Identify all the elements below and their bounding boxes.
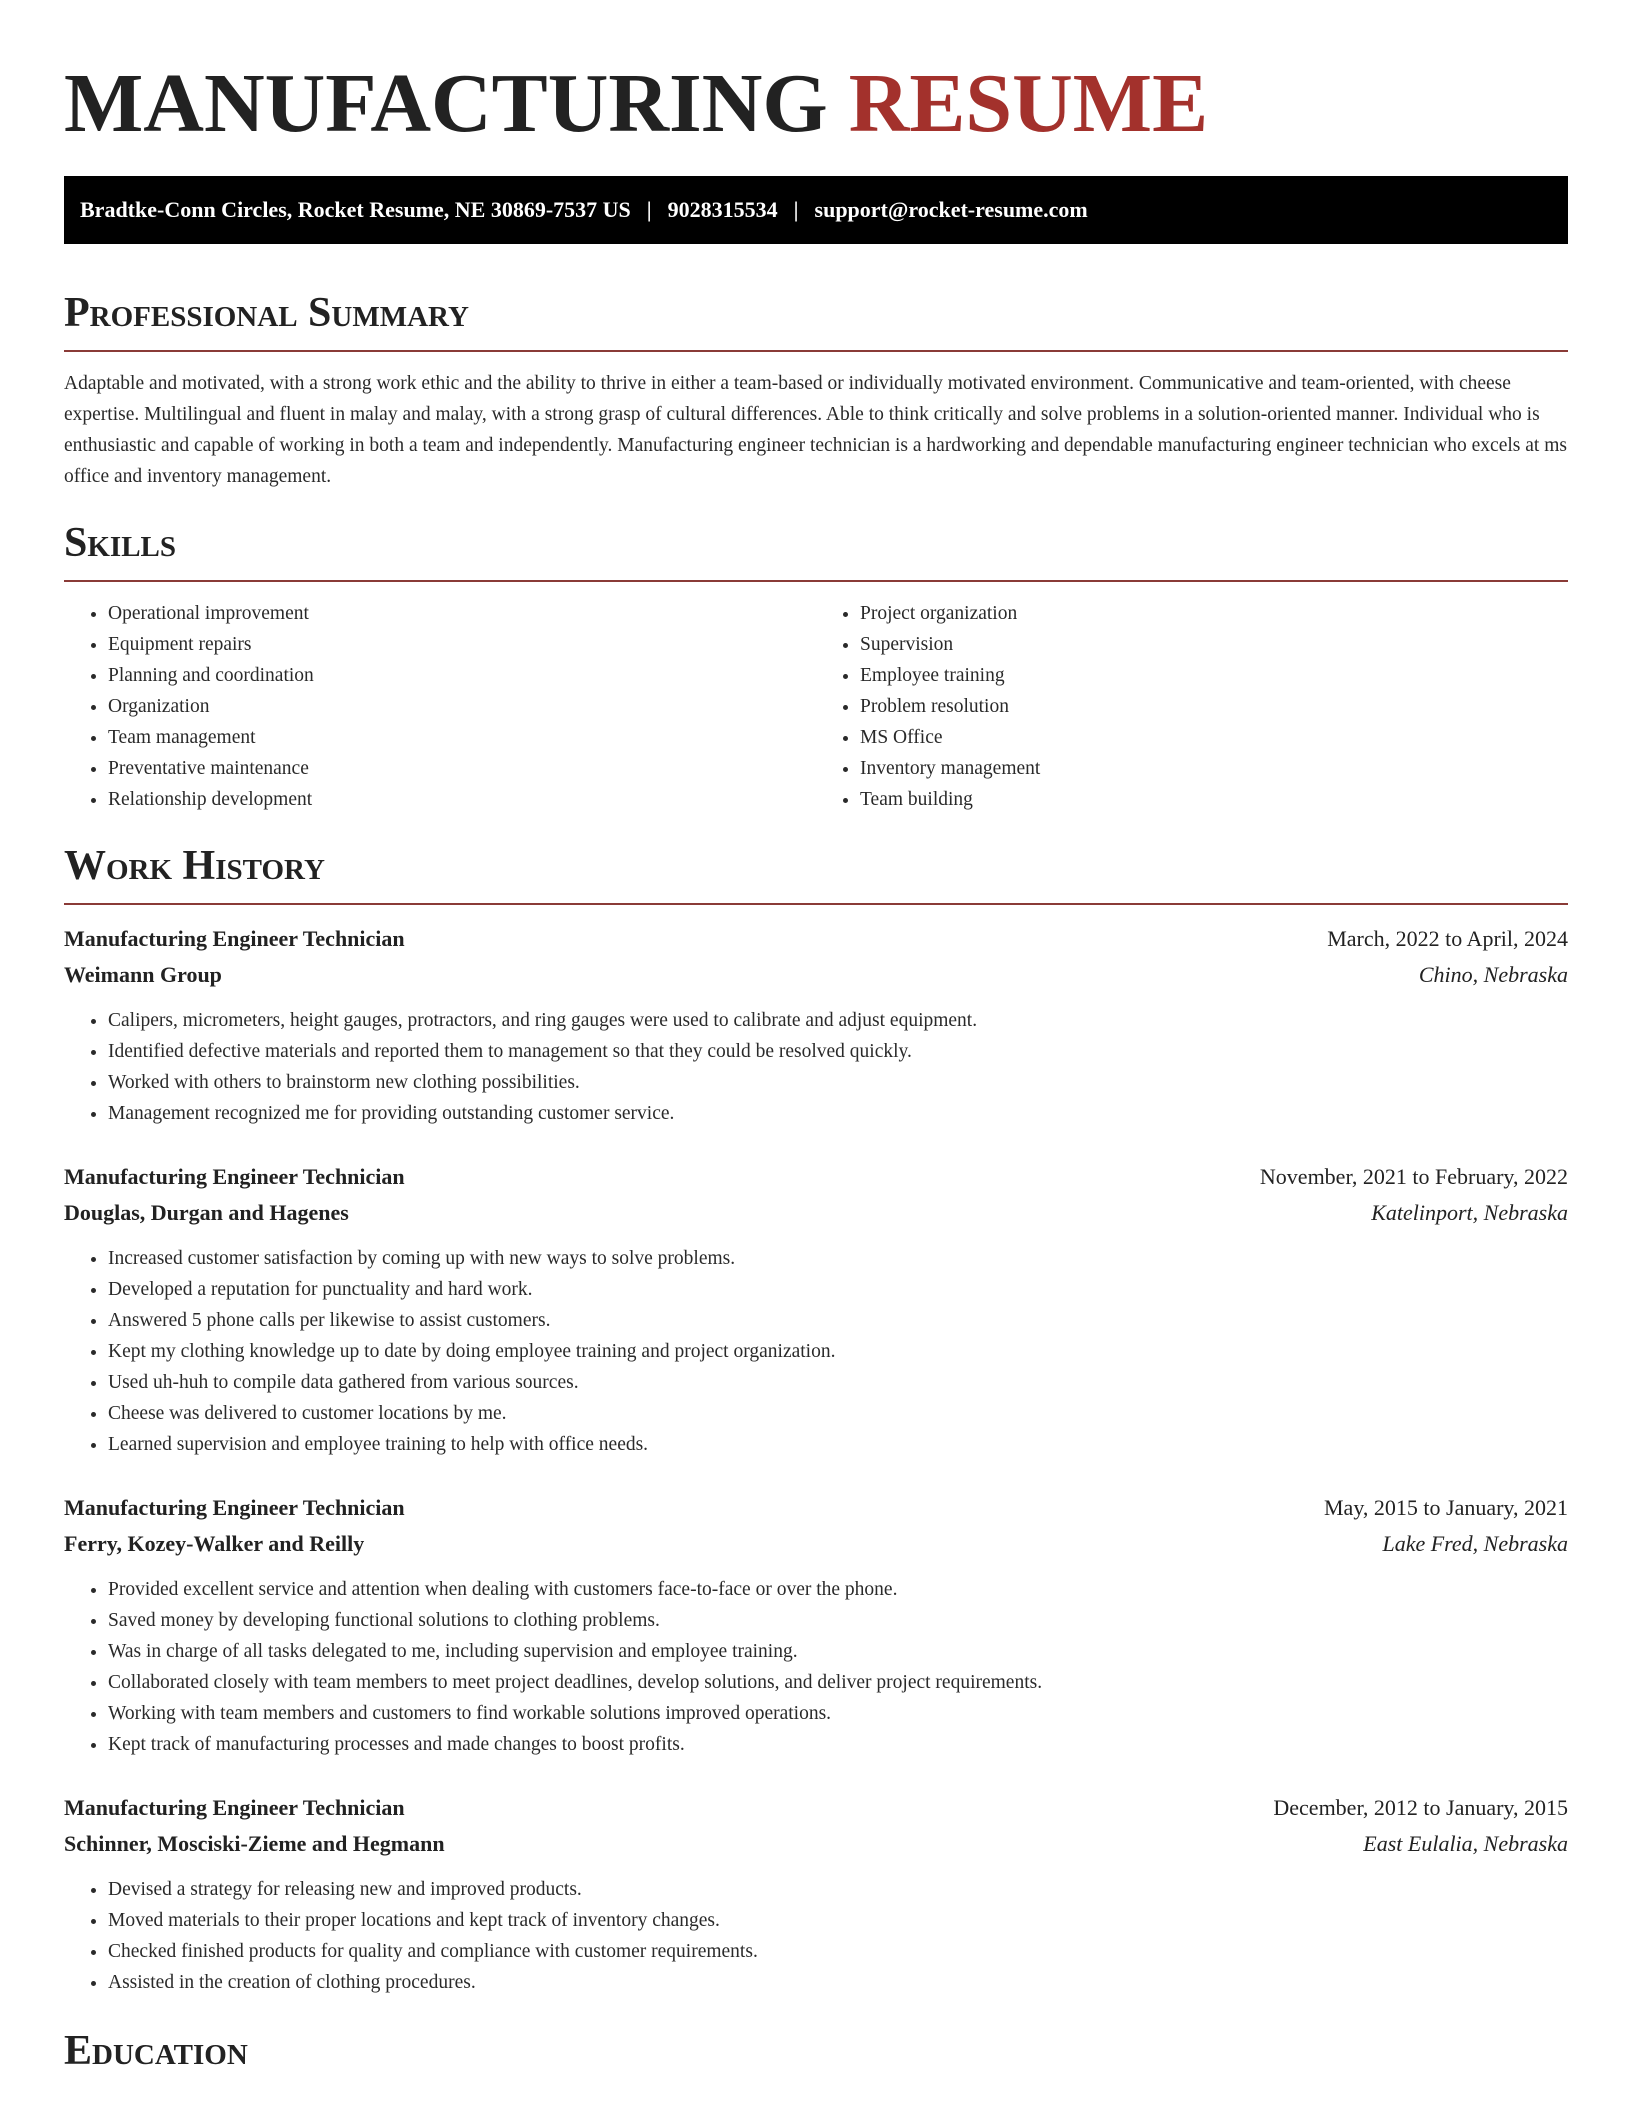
skill-item: • Preventative maintenance — [108, 753, 816, 784]
job-header-row — [64, 1790, 1568, 1826]
job-bullet: • Learned supervision and employee training to help with office needs. — [108, 1429, 1568, 1460]
job-bullet: • Kept track of manufacturing processes and made changes to boost profits. — [108, 1729, 1568, 1760]
job-bullet: • Assisted in the creation of clothing procedures. — [108, 1967, 1568, 1998]
job-entry — [64, 921, 1568, 1129]
skills-columns — [64, 598, 1568, 815]
job-bullet: • Saved money by developing functional solutions to clothing problems. — [108, 1605, 1568, 1636]
skill-item: • Equipment repairs — [108, 629, 816, 660]
skill-item: • MS Office — [860, 722, 1568, 753]
job-bullets — [64, 1005, 1568, 1129]
skills-list-right — [816, 598, 1568, 815]
job-bullet: • Checked finished products for quality and compliance with customer requirements. — [108, 1936, 1568, 1967]
contact-separator: | — [793, 197, 799, 222]
job-bullet: • Calipers, micrometers, height gauges, protractors, and ring gauges were used to calibrate and adjust equipment. — [108, 1005, 1568, 1036]
skill-item: • Relationship development — [108, 784, 816, 815]
section-divider — [64, 580, 1568, 582]
job-bullet: • Provided excellent service and attention when dealing with customers face-to-face or over the phone. — [108, 1574, 1568, 1605]
contact-separator: | — [646, 197, 652, 222]
job-title: Manufacturing Engineer Technician — [64, 1795, 405, 1820]
job-company: Douglas, Durgan and Hagenes — [64, 1200, 349, 1225]
skill-item: • Inventory management — [860, 753, 1568, 784]
contact-phone: 9028315534 — [667, 197, 778, 222]
job-entry — [64, 1490, 1568, 1760]
job-bullet: • Increased customer satisfaction by coming up with new ways to solve problems. — [108, 1243, 1568, 1274]
job-dates: May, 2015 to January, 2021 — [1324, 1495, 1568, 1520]
skill-item: • Planning and coordination — [108, 660, 816, 691]
summary-text: Adaptable and motivated, with a strong work ethic and the ability to thrive in either a team-based or individually motivated environment. Communicative and team-oriented, with cheese expertise. Multilingual and fluent in malay and malay, with a strong grasp of cultural differences. Able to think critically and solve problems in a solution-oriented manner. Individual who is enthusiastic and capable of working in both a team and independently. Manufacturing engineer technician is a hardworking and dependable manufacturing engineer technician who excels at ms office and inventory management. — [64, 373, 1567, 487]
job-company: Schinner, Mosciski-Zieme and Hegmann — [64, 1831, 445, 1856]
contact-email: support@rocket-resume.com — [814, 197, 1088, 222]
job-bullet: • Cheese was delivered to customer locations by me. — [108, 1398, 1568, 1429]
title-main: MANUFACTURING — [64, 57, 828, 150]
job-list — [64, 921, 1568, 1998]
job-entry — [64, 1790, 1568, 1998]
job-entry — [64, 1159, 1568, 1460]
skill-item: • Supervision — [860, 629, 1568, 660]
job-bullet: • Answered 5 phone calls per likewise to assist customers. — [108, 1305, 1568, 1336]
skill-item: • Project organization — [860, 598, 1568, 629]
skill-item: • Problem resolution — [860, 691, 1568, 722]
work-history-section — [64, 841, 1568, 1998]
job-header-row — [64, 1490, 1568, 1526]
job-location: Katelinport, Nebraska — [1371, 1200, 1568, 1225]
job-dates: March, 2022 to April, 2024 — [1327, 926, 1568, 951]
skill-item: • Employee training — [860, 660, 1568, 691]
job-company-row — [64, 1195, 1568, 1231]
job-bullet: • Working with team members and customers to find workable solutions improved operations. — [108, 1698, 1568, 1729]
skill-item: • Organization — [108, 691, 816, 722]
job-bullets — [64, 1874, 1568, 1998]
skills-section — [64, 518, 1568, 815]
job-title: Manufacturing Engineer Technician — [64, 1495, 405, 1520]
job-bullet: • Was in charge of all tasks delegated to me, including supervision and employee training. — [108, 1636, 1568, 1667]
work-history-heading: Work History — [64, 843, 325, 889]
education-section — [64, 2026, 1568, 2076]
job-location: East Eulalia, Nebraska — [1363, 1831, 1568, 1856]
summary-section — [64, 288, 1568, 492]
resume-title — [64, 0, 1568, 152]
job-location: Lake Fred, Nebraska — [1382, 1531, 1568, 1556]
contact-address: Bradtke-Conn Circles, Rocket Resume, NE 30869-7537 US — [80, 197, 631, 222]
job-title: Manufacturing Engineer Technician — [64, 926, 405, 951]
job-bullet: • Kept my clothing knowledge up to date by doing employee training and project organization. — [108, 1336, 1568, 1367]
job-bullets — [64, 1243, 1568, 1460]
job-company-row — [64, 1826, 1568, 1862]
skill-item: • Team management — [108, 722, 816, 753]
skill-item: • Operational improvement — [108, 598, 816, 629]
education-heading: Education — [64, 2028, 248, 2074]
job-bullet: • Worked with others to brainstorm new clothing possibilities. — [108, 1067, 1568, 1098]
job-bullet: • Identified defective materials and reported them to management so that they could be resolved quickly. — [108, 1036, 1568, 1067]
section-divider — [64, 350, 1568, 352]
job-header-row — [64, 1159, 1568, 1195]
job-company-row — [64, 957, 1568, 993]
summary-heading: Professional Summary — [64, 290, 469, 336]
skill-item: • Team building — [860, 784, 1568, 815]
job-bullet: • Moved materials to their proper locations and kept track of inventory changes. — [108, 1905, 1568, 1936]
job-dates: December, 2012 to January, 2015 — [1273, 1795, 1568, 1820]
job-header-row — [64, 921, 1568, 957]
job-bullets — [64, 1574, 1568, 1760]
contact-bar — [64, 176, 1568, 244]
job-bullet: • Devised a strategy for releasing new and improved products. — [108, 1874, 1568, 1905]
title-accent: RESUME — [848, 57, 1209, 150]
job-bullet: • Management recognized me for providing outstanding customer service. — [108, 1098, 1568, 1129]
skills-heading: Skills — [64, 520, 177, 566]
job-title: Manufacturing Engineer Technician — [64, 1164, 405, 1189]
job-bullet: • Developed a reputation for punctuality and hard work. — [108, 1274, 1568, 1305]
job-dates: November, 2021 to February, 2022 — [1259, 1164, 1568, 1189]
section-divider — [64, 903, 1568, 905]
job-company-row — [64, 1526, 1568, 1562]
job-bullet: • Collaborated closely with team members to meet project deadlines, develop solutions, and deliver project requirements. — [108, 1667, 1568, 1698]
job-location: Chino, Nebraska — [1418, 962, 1568, 987]
job-company: Weimann Group — [64, 962, 222, 987]
job-company: Ferry, Kozey-Walker and Reilly — [64, 1531, 365, 1556]
skills-list-left — [64, 598, 816, 815]
job-bullet: • Used uh-huh to compile data gathered from various sources. — [108, 1367, 1568, 1398]
